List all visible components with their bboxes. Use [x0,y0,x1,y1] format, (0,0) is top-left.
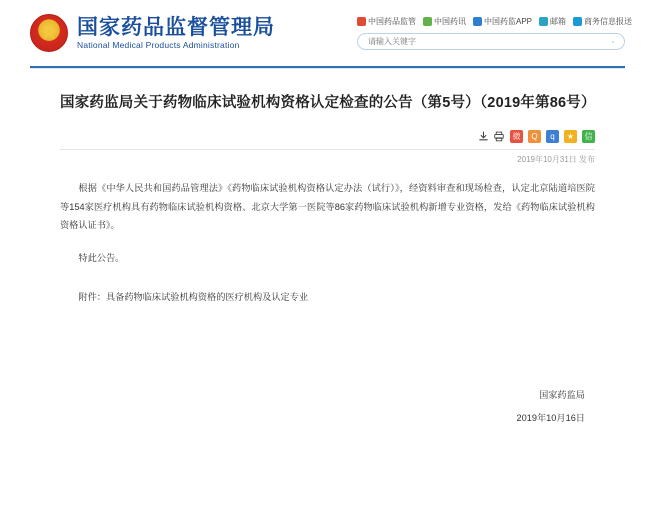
quicklink-label: 中国药讯 [434,17,466,26]
mail-icon-cyan [539,17,548,26]
signature-date: 2019年10月16日 [516,412,585,423]
search-button[interactable] [606,35,620,48]
quicklink-label: 商务信息报送 [584,17,633,26]
publish-meta: 2019年10月31日 发布 [60,149,595,165]
share-favorite-icon[interactable]: ★ [564,130,577,143]
share-wechat-icon[interactable]: 信 [582,130,595,143]
article-body [60,179,595,268]
share-weibo-icon[interactable]: 微 [510,130,523,143]
site-brand[interactable] [30,14,275,52]
quicklink-business-report[interactable] [573,16,632,27]
site-header [0,0,655,60]
attachment-link[interactable]: 附件：具备药物临床试验机构资格的医疗机构及认定专业 [78,292,309,303]
search-input[interactable] [366,36,606,47]
app-icon-green [423,17,432,26]
header-right [357,16,633,50]
brand-title-en: National Medical Products Administration [77,39,240,50]
quicklink-cn-drug-news[interactable] [423,16,466,27]
signature-block [60,384,595,428]
share-qzone-icon[interactable]: Q [528,130,541,143]
article [0,69,655,429]
download-glyph [478,131,489,142]
quicklink-cn-drug-regulation[interactable] [357,16,416,27]
quicklinks [357,16,633,27]
quicklink-label: 中国药监APP [484,17,533,26]
print-icon[interactable] [493,131,505,143]
article-paragraph: 根据《中华人民共和国药品管理法》《药物临床试验机构资格认定办法（试行）》，经资料审查和现场检查，认定北京陆道培医院等154家医疗机构具有药物临床试验机构资格、北京大学第一医院等86家药物临床试验机构新增专业资格，发给《药物临床试验机构资格认证书》。 [60,182,595,231]
article-paragraph: 特此公告。 [78,253,125,264]
mobile-icon-blue [473,17,482,26]
national-emblem-icon [30,14,68,52]
quicklink-mail[interactable] [539,16,566,27]
quicklink-nmpa-app[interactable] [473,16,532,27]
app-icon-red [357,17,366,26]
signature-org: 国家药监局 [539,390,585,401]
quicklink-label: 邮箱 [550,17,567,26]
download-icon[interactable] [477,131,489,143]
article-toolbar [60,130,595,144]
page-title: 国家药监局关于药物临床试验机构资格认定检查的公告（第5号）（2019年第86号） [60,95,596,111]
search-bar[interactable] [357,33,625,50]
report-icon-teal [573,17,582,26]
brand-text [77,17,275,50]
quicklink-label: 中国药品监管 [368,17,416,26]
brand-title-cn: 国家药品监督管理局 [77,15,275,39]
share-qq-icon[interactable]: q [546,130,559,143]
print-glyph [493,131,505,142]
search-icon [612,37,614,47]
